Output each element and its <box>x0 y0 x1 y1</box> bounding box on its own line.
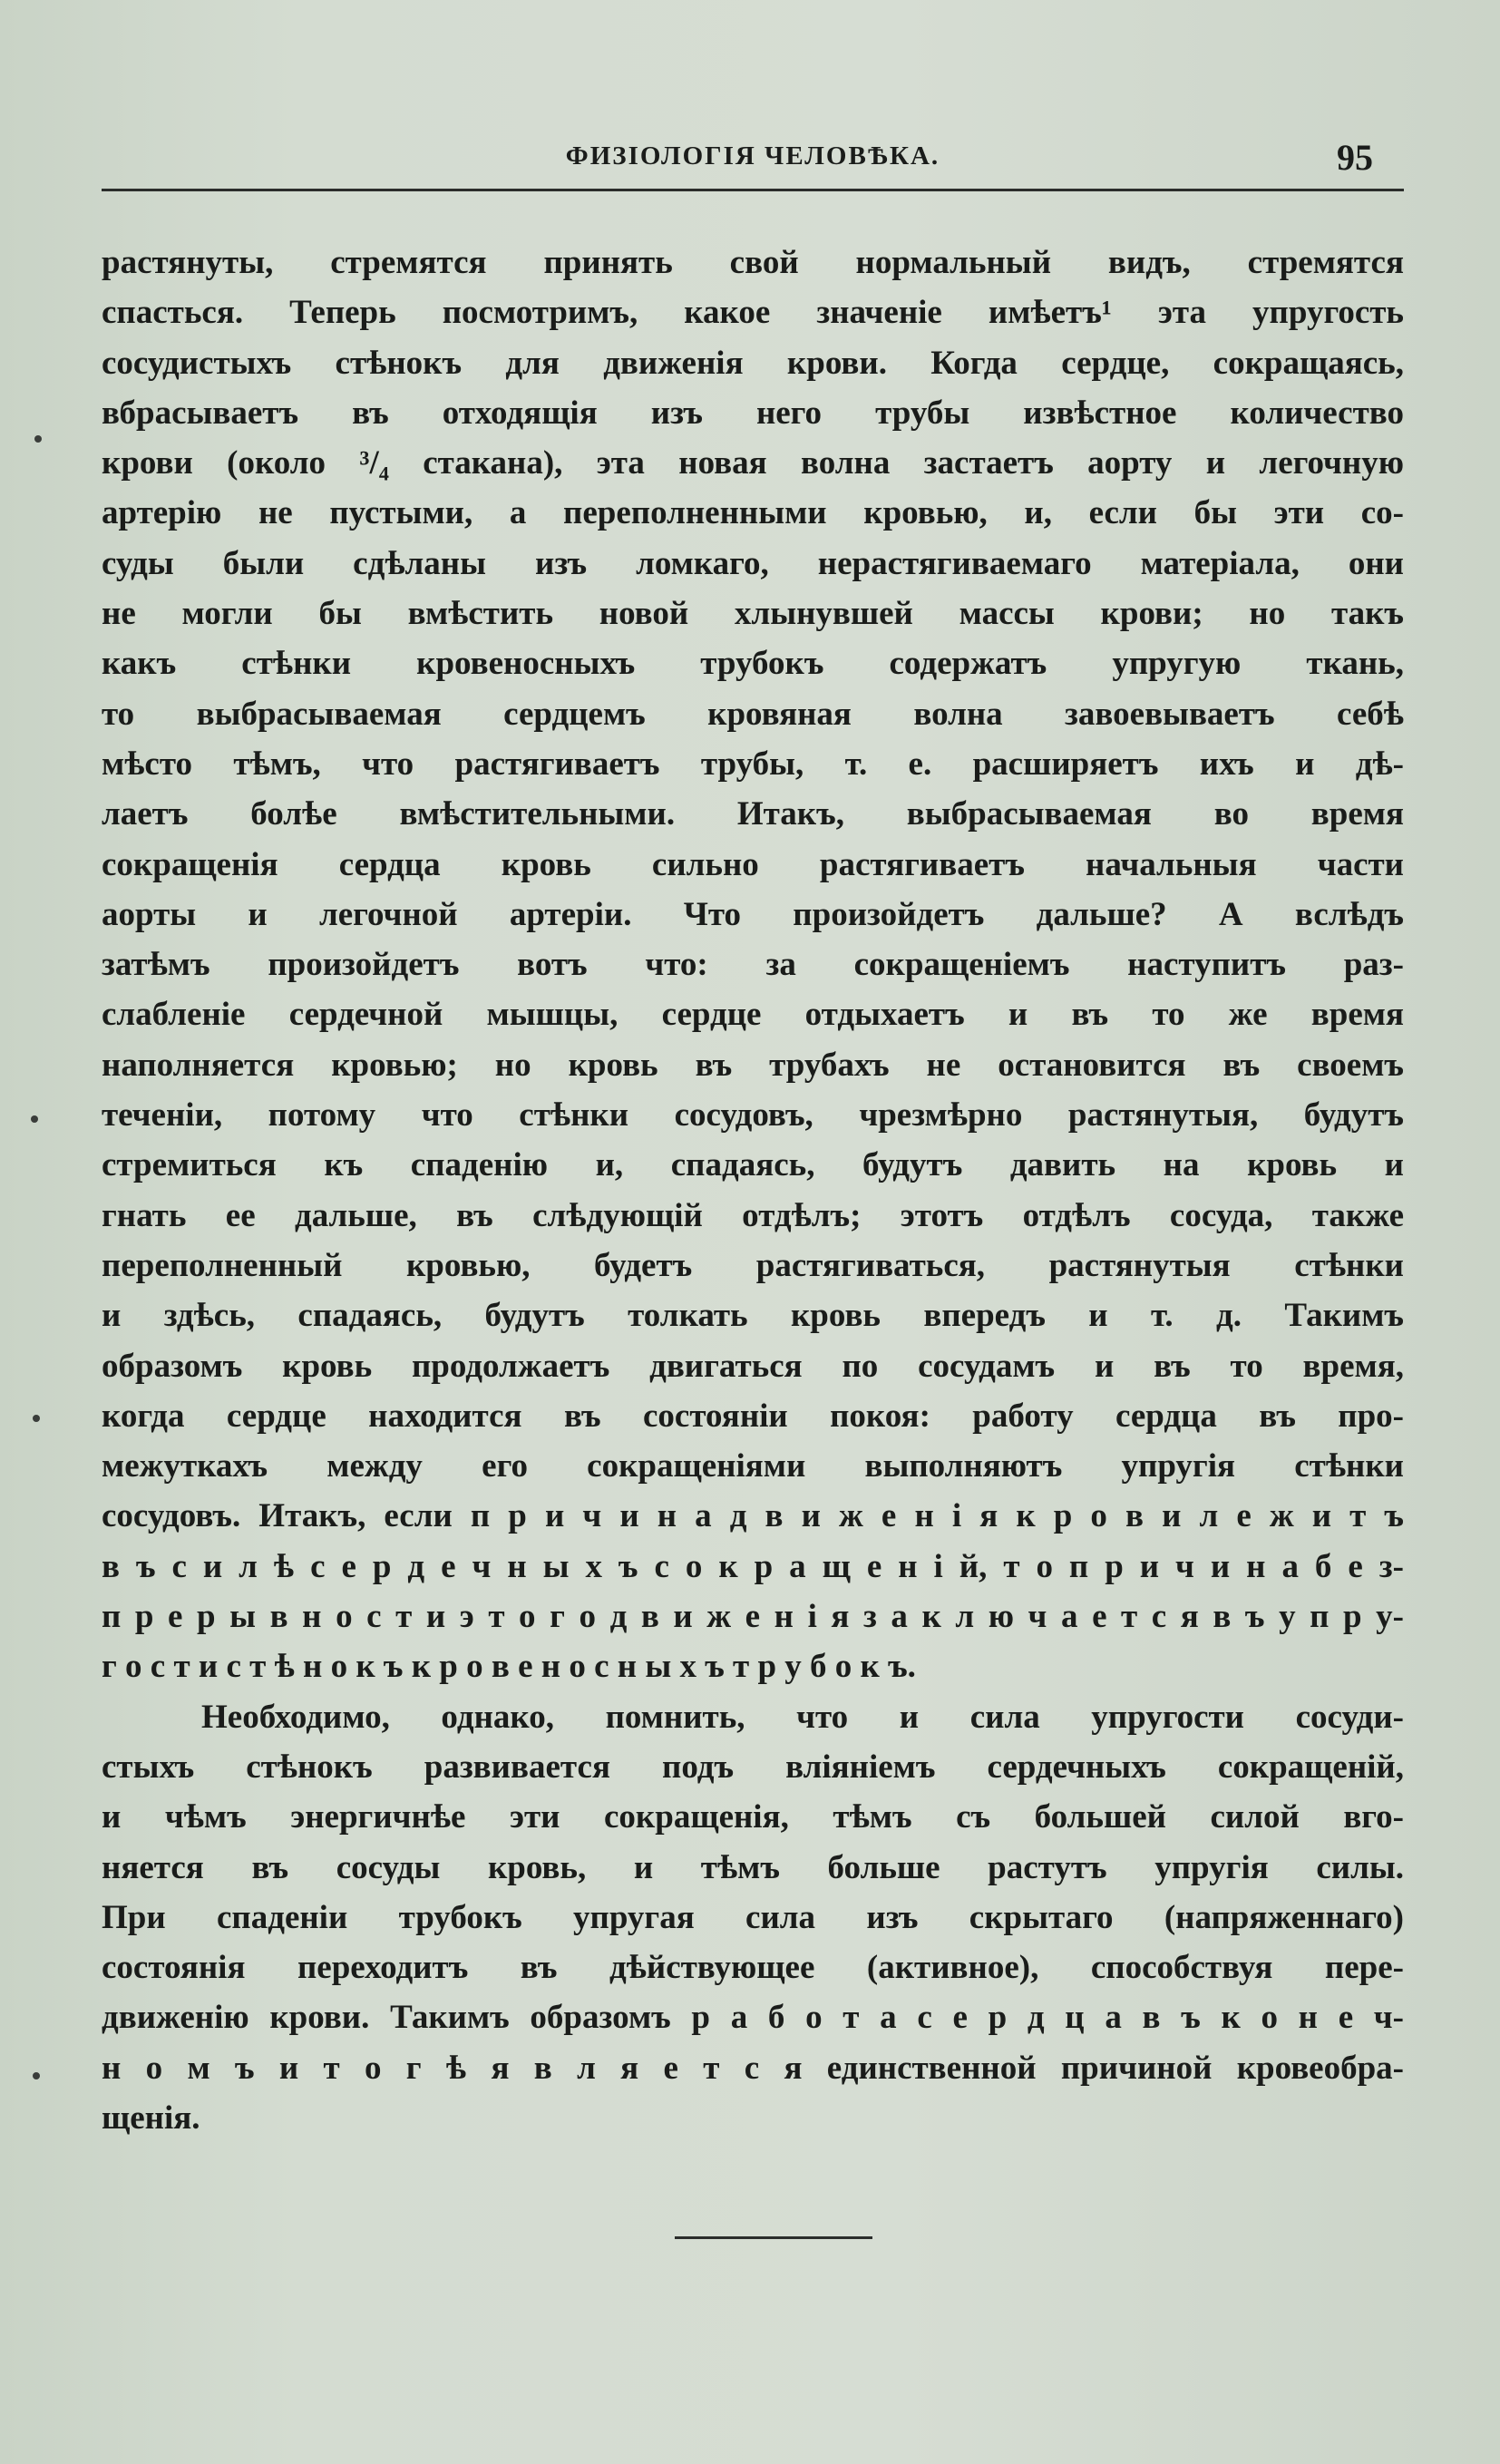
text-line: стремиться къ спаденію и, спадаясь, будутъ давить на кровь и <box>102 1146 1404 1184</box>
page-number: 95 <box>1337 137 1373 178</box>
text-line: суды были сдѣланы изъ ломкаго, нерастягиваемаго матеріала, они <box>102 544 1404 582</box>
text-line: Необходимо, однако, помнить, что и сила упругости сосуди- <box>201 1698 1404 1736</box>
body-text <box>102 238 1404 2143</box>
end-rule <box>675 2236 872 2239</box>
text-line: При спаденіи трубокъ упругая сила изъ скрытаго (напряженнаго) <box>102 1898 1404 1936</box>
text-line: гнать ее дальше, въ слѣдующій отдѣлъ; этотъ отдѣлъ сосуда, также <box>102 1196 1404 1234</box>
text-line: няется въ сосуды кровь, и тѣмъ больше растутъ упругія силы. <box>102 1848 1404 1886</box>
text-line: когда сердце находится въ состояніи покоя: работу сердца въ про- <box>102 1397 1404 1435</box>
text-line: лаетъ болѣе вмѣстительными. Итакъ, выбрасываемая во время <box>102 795 1404 833</box>
text-line: растянуты, стремятся принять свой нормальный видъ, стремятся <box>102 244 1404 281</box>
text-line: движенію крови. Такимъ образомъ р а б о т а с е р д ц а в ъ к о н е ч- <box>102 1999 1404 2037</box>
text-line: и здѣсь, спадаясь, будутъ толкать кровь впередъ и т. д. Такимъ <box>102 1297 1404 1335</box>
text-line: сокращенія сердца кровь сильно растягиваетъ начальныя части <box>102 845 1404 883</box>
text-line: мѣсто тѣмъ, что растягиваетъ трубы, т. е. расширяетъ ихъ и дѣ- <box>102 745 1404 783</box>
text-line: г о с т и с т ѣ н о к ъ к р о в е н о с н ы х ъ т р у б о к ъ. <box>102 1648 916 1686</box>
text-line: сосудовъ. Итакъ, если п р и ч и н а д в и ж е н і я к р о в и л е ж и т ъ <box>102 1497 1404 1535</box>
text-line: слабленіе сердечной мышцы, сердце отдыхаетъ и въ то же время <box>102 996 1404 1034</box>
margin-speck <box>33 1415 40 1422</box>
text-line: стыхъ стѣнокъ развивается подъ вліяніемъ сердечныхъ сокращеній, <box>102 1748 1404 1786</box>
margin-speck <box>34 435 42 443</box>
text-line: межуткахъ между его сокращеніями выполняютъ упругія стѣнки <box>102 1447 1404 1485</box>
text-line: вбрасываетъ въ отходящія изъ него трубы извѣстное количество <box>102 394 1404 432</box>
text-line: крови (около ³/₄ стакана), эта новая волна застаетъ аорту и легочную <box>102 444 1404 482</box>
text-line: артерію не пустыми, а переполненными кровью, и, если бы эти со- <box>102 494 1404 532</box>
text-line: состоянія переходитъ въ дѣйствующее (активное), способствуя пере- <box>102 1949 1404 1987</box>
text-line: аорты и легочной артеріи. Что произойдетъ дальше? А вслѣдъ <box>102 895 1404 933</box>
text-line: п р е р ы в н о с т и э т о г о д в и ж е н і я з а к л ю ч а е т с я в ъ у п р у- <box>102 1598 1404 1636</box>
margin-speck <box>31 1115 38 1123</box>
text-line: не могли бы вмѣстить новой хлынувшей массы крови; но такъ <box>102 595 1404 633</box>
text-line: щенія. <box>102 2099 200 2137</box>
text-line: то выбрасываемая сердцемъ кровяная волна завоевываетъ себѣ <box>102 695 1404 733</box>
running-title: ФИЗІОЛОГІЯ ЧЕЛОВѢКА. <box>565 141 940 170</box>
page-header <box>102 136 1404 183</box>
text-line: переполненный кровью, будетъ растягиваться, растянутыя стѣнки <box>102 1246 1404 1284</box>
text-line: теченіи, потому что стѣнки сосудовъ, чрезмѣрно растянутыя, будутъ <box>102 1096 1404 1135</box>
text-line: в ъ с и л ѣ с е р д е ч н ы х ъ с о к р а щ е н і й, т о п р и ч и н а б е з- <box>102 1547 1404 1585</box>
text-line: сосудистыхъ стѣнокъ для движенія крови. Когда сердце, сокращаясь, <box>102 344 1404 382</box>
text-line: наполняется кровью; но кровь въ трубахъ не остановится въ своемъ <box>102 1046 1404 1084</box>
text-line: затѣмъ произойдетъ вотъ что: за сокращеніемъ наступитъ раз- <box>102 946 1404 984</box>
margin-speck <box>33 2072 40 2079</box>
text-line: н о м ъ и т о г ѣ я в л я е т с я единственной причиной кровеобра- <box>102 2049 1404 2087</box>
text-line: образомъ кровь продолжаетъ двигаться по сосудамъ и въ то время, <box>102 1347 1404 1385</box>
text-line: какъ стѣнки кровеносныхъ трубокъ содержатъ упругую ткань, <box>102 645 1404 683</box>
text-line: спастьcя. Теперь посмотримъ, какое значеніе имѣетъ¹ эта упругость <box>102 294 1404 332</box>
text-line: и чѣмъ энергичнѣе эти сокращенія, тѣмъ съ большей силой вго- <box>102 1798 1404 1836</box>
header-rule <box>102 189 1404 191</box>
